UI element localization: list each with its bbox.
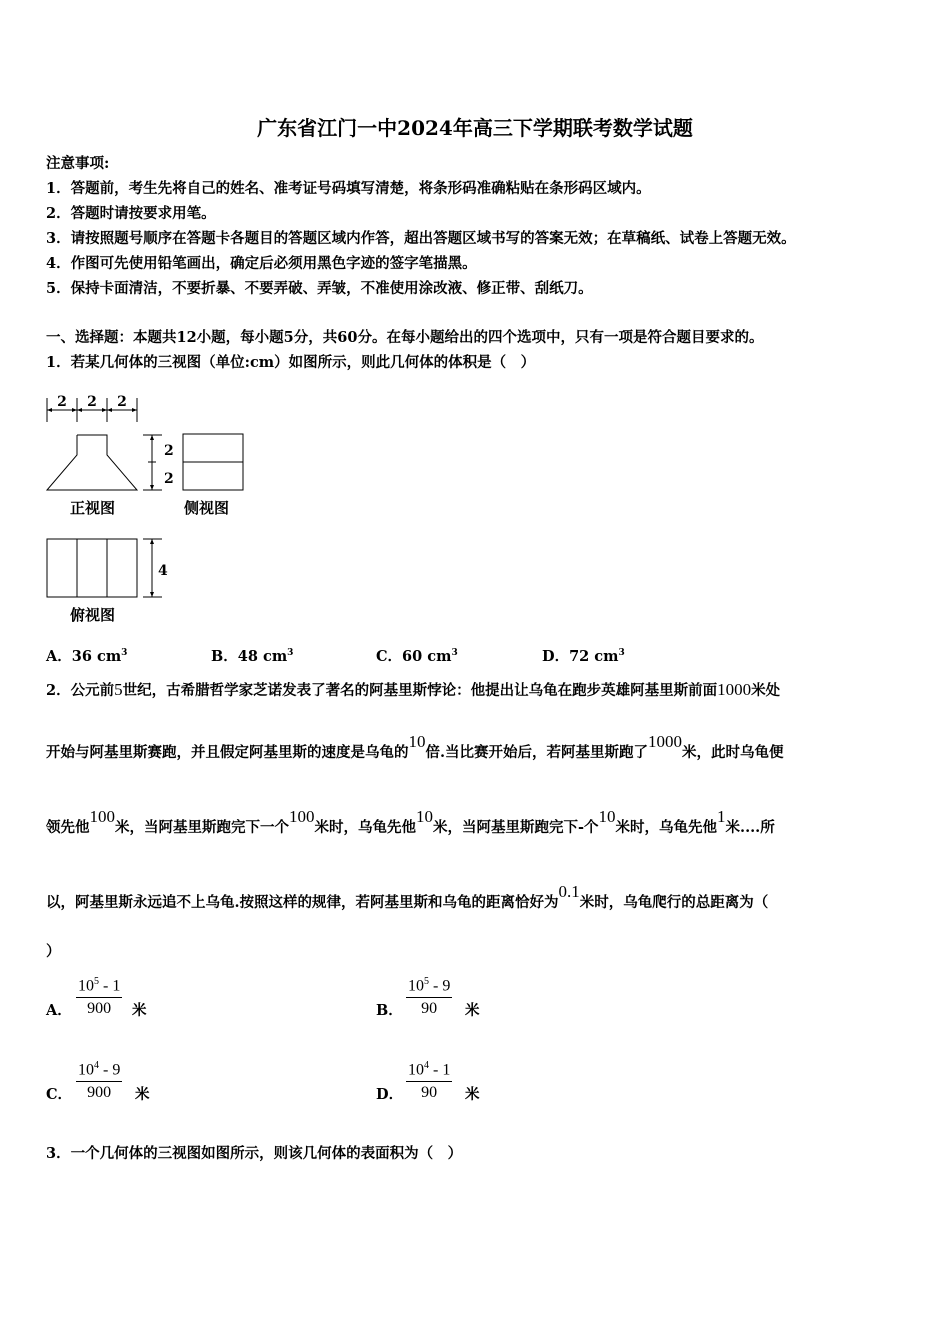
notice-item-5: 5．保持卡面清洁，不要折暴、不要弄破、弄皱，不准使用涂改液、修正带、刮纸刀。 — [46, 280, 593, 297]
q2-option-b-fraction: $\frac{10^5 - 9}{90}$ — [408, 976, 451, 1018]
q2-option-d-unit: 米 — [465, 1086, 480, 1103]
dim-right-2: 2 — [164, 471, 174, 487]
q2-line-5: ） — [46, 943, 61, 960]
notice-item-4: 4．作图可先使用铅笔画出，确定后必须用黑色字迹的签字笔描黑。 — [46, 255, 477, 272]
q2-option-d-fraction: $\frac{10^4 - 1}{90}$ — [408, 1060, 451, 1102]
q3-stem: 3．一个几何体的三视图如图所示，则该几何体的表面积为（ ） — [46, 1145, 463, 1162]
notice-item-1: 1．答题前，考生先将自己的姓名、准考证号码填写清楚，将条形码准确粘贴在条形码区域内。 — [46, 180, 651, 197]
q1-option-d[interactable]: D．72 $cm^3$ — [542, 648, 625, 665]
q1-stem: 1．若某几何体的三视图（单位:cm）如图所示，则此几何体的体积是（ ） — [46, 354, 536, 371]
notice-item-3: 3．请按照题号顺序在答题卡各题目的答题区域内作答，超出答题区域书写的答案无效；在草稿纸、试卷上答题无效。 — [46, 230, 796, 247]
q2-option-b-unit: 米 — [465, 1002, 480, 1019]
label-plan-view: 俯视图 — [70, 606, 116, 624]
q2-option-d-label[interactable]: D． — [376, 1086, 404, 1103]
q2-option-c-unit: 米 — [135, 1086, 150, 1103]
label-side-view: 侧视图 — [184, 499, 230, 517]
q2-option-c-fraction: $\frac{10^4 - 9}{900}$ — [78, 1060, 121, 1102]
q2-line-1: 2．公元前5世纪，古希腊哲学家芝诺发表了著名的阿基里斯悖论：他提出让乌龟在跑步英雄阿基里斯前面1000米处 — [46, 680, 781, 699]
page-title: 广东省江门一中2024年高三下学期联考数学试题 — [257, 116, 693, 140]
q2-line-3: 领先他100米，当阿基里斯跑完下一个100米时，乌龟先他10米，当阿基里斯跑完下-个10米时，乌龟先他1米....所 — [46, 807, 775, 836]
dim-plan: 4 — [158, 563, 168, 579]
q1-option-b[interactable]: B．48 $cm^3$ — [211, 648, 294, 665]
section-heading: 一、选择题：本题共12小题，每小题5分，共60分。在每小题给出的四个选项中，只有一项是符合题目要求的。 — [46, 329, 764, 346]
q1-option-a[interactable]: A．36 $cm^3$ — [46, 648, 128, 665]
dim-right-1: 2 — [164, 443, 174, 459]
q2-line-2: 开始与阿基里斯赛跑，并且假定阿基里斯的速度是乌龟的10倍.当比赛开始后，若阿基里斯跑了1000米，此时乌龟便 — [46, 732, 784, 761]
q2-option-a-unit: 米 — [132, 1002, 147, 1019]
q1-option-c[interactable]: C．60 $cm^3$ — [376, 648, 458, 665]
q2-option-b-label[interactable]: B． — [376, 1002, 403, 1019]
q1-three-view-figure — [40, 392, 260, 627]
notice-item-2: 2．答题时请按要求用笔。 — [46, 205, 216, 222]
q2-line-4: 以，阿基里斯永远追不上乌龟.按照这样的规律，若阿基里斯和乌龟的距离恰好为0.1米时，乌龟爬行的总距离为（ — [46, 882, 769, 911]
dim-top-2: 2 — [87, 394, 97, 410]
dim-top-3: 2 — [117, 394, 127, 410]
notice-heading: 注意事项: — [46, 155, 110, 172]
label-front-view: 正视图 — [70, 499, 116, 517]
q2-option-a-fraction: $\frac{10^5 - 1}{900}$ — [78, 976, 121, 1018]
q2-option-c-label[interactable]: C． — [46, 1086, 73, 1103]
dim-top-1: 2 — [57, 394, 67, 410]
q2-option-a-label[interactable]: A． — [46, 1002, 72, 1019]
